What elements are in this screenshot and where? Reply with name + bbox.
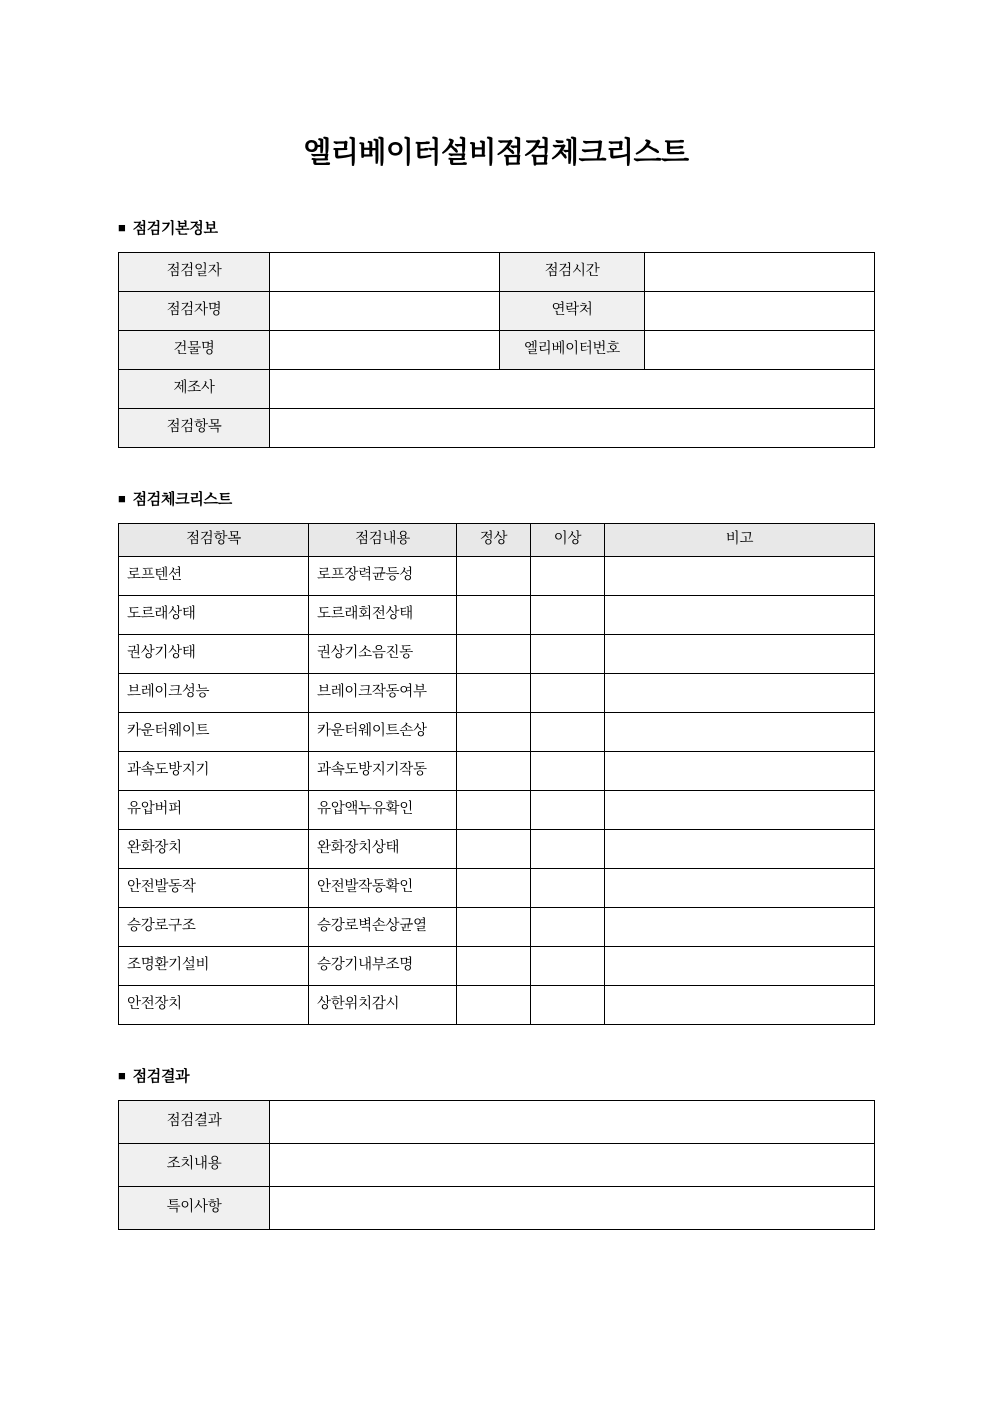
result-table [118,1100,875,1230]
checklist-item: 과속도방지기 [119,751,309,790]
section-heading-result-label: 점검결과 [132,1067,190,1085]
checklist-abnormal-checkbox[interactable] [531,634,605,673]
result-value-action-taken[interactable] [270,1143,875,1186]
table-row [119,370,875,409]
checklist-normal-checkbox[interactable] [457,673,531,712]
checklist-abnormal-checkbox[interactable] [531,907,605,946]
result-value-inspection-result[interactable] [270,1100,875,1143]
checklist-normal-checkbox[interactable] [457,868,531,907]
checklist-content: 상한위치감시 [309,985,457,1024]
basic-info-label-inspection-item: 점검항목 [119,409,270,448]
basic-info-value-inspector-name[interactable] [270,292,500,331]
table-row [119,829,875,868]
checklist-content: 로프장력균등성 [309,556,457,595]
basic-info-value-elevator-number[interactable] [645,331,875,370]
checklist-remark[interactable] [605,829,875,868]
checklist-column-remark: 비고 [605,524,875,557]
result-label-inspection-result: 점검결과 [119,1100,270,1143]
table-row [119,292,875,331]
basic-info-value-building-name[interactable] [270,331,500,370]
checklist-content: 카운터웨이트손상 [309,712,457,751]
spacer [0,1025,992,1065]
checklist-abnormal-checkbox[interactable] [531,712,605,751]
checklist-content: 유압액누유확인 [309,790,457,829]
table-row [119,409,875,448]
section-heading-basic-info-label: 점검기본정보 [132,220,218,237]
checklist-content: 권상기소음진동 [309,634,457,673]
checklist-column-abnormal: 이상 [531,524,605,557]
spacer [0,448,992,488]
basic-info-value-inspection-item[interactable] [270,409,875,448]
checklist-item: 조명환기설비 [119,946,309,985]
checklist-item: 완화장치 [119,829,309,868]
checklist-remark[interactable] [605,556,875,595]
checklist-abnormal-checkbox[interactable] [531,985,605,1024]
checklist-remark[interactable] [605,634,875,673]
table-row [119,790,875,829]
basic-info-label-contact: 연락처 [500,292,645,331]
checklist-normal-checkbox[interactable] [457,712,531,751]
table-row [119,907,875,946]
section-heading-checklist-label: 점검체크리스트 [132,491,232,508]
checklist-content: 승강로벽손상균열 [309,907,457,946]
basic-info-value-contact[interactable] [645,292,875,331]
checklist-item: 안전장치 [119,985,309,1024]
checklist-item: 승강로구조 [119,907,309,946]
checklist-abnormal-checkbox[interactable] [531,751,605,790]
table-row [119,634,875,673]
checklist-item: 로프텐션 [119,556,309,595]
checklist-column-content: 점검내용 [309,524,457,557]
basic-info-value-inspection-date[interactable] [270,253,500,292]
table-row [119,946,875,985]
checklist-content: 과속도방지기작동 [309,751,457,790]
checklist-remark[interactable] [605,868,875,907]
basic-info-label-elevator-number: 엘리베이터번호 [500,331,645,370]
checklist-remark[interactable] [605,751,875,790]
basic-info-label-inspection-time: 점검시간 [500,253,645,292]
table-row [119,868,875,907]
checklist-item: 카운터웨이트 [119,712,309,751]
checklist-remark[interactable] [605,946,875,985]
checklist-item: 권상기상태 [119,634,309,673]
basic-info-value-manufacturer[interactable] [270,370,875,409]
checklist-abnormal-checkbox[interactable] [531,673,605,712]
checklist-remark[interactable] [605,985,875,1024]
table-row [119,985,875,1024]
table-row [119,331,875,370]
table-row [119,595,875,634]
checklist-abnormal-checkbox[interactable] [531,946,605,985]
table-row [119,253,875,292]
checklist-table [118,523,875,1025]
spacer [0,1086,992,1100]
basic-info-label-inspection-date: 점검일자 [119,253,270,292]
checklist-item: 브레이크성능 [119,673,309,712]
result-label-action-taken: 조치내용 [119,1143,270,1186]
checklist-normal-checkbox[interactable] [457,829,531,868]
checklist-abnormal-checkbox[interactable] [531,595,605,634]
section-heading-basic-info [0,217,992,238]
checklist-remark[interactable] [605,712,875,751]
checklist-normal-checkbox[interactable] [457,556,531,595]
basic-info-table [118,252,875,448]
basic-info-value-inspection-time[interactable] [645,253,875,292]
basic-info-label-building-name: 건물명 [119,331,270,370]
page-title: 엘리베이터설비점검체크리스트 [303,137,689,169]
checklist-content: 도르래회전상태 [309,595,457,634]
checklist-normal-checkbox[interactable] [457,595,531,634]
table-header-row [119,524,875,557]
checklist-remark[interactable] [605,673,875,712]
checklist-remark[interactable] [605,907,875,946]
checklist-item: 안전발동작 [119,868,309,907]
section-heading-checklist [0,488,992,509]
checklist-content: 승강기내부조명 [309,946,457,985]
checklist-normal-checkbox[interactable] [457,985,531,1024]
checklist-abnormal-checkbox[interactable] [531,829,605,868]
checklist-normal-checkbox[interactable] [457,790,531,829]
spacer [0,171,992,217]
section-heading-result [0,1065,992,1086]
table-row [119,556,875,595]
checklist-column-normal: 정상 [457,524,531,557]
bullet-icon: ■ [118,491,126,506]
checklist-content: 브레이크작동여부 [309,673,457,712]
table-row [119,1186,875,1229]
table-row [119,751,875,790]
checklist-content: 안전발작동확인 [309,868,457,907]
bullet-icon: ■ [118,220,126,235]
result-value-special-notes[interactable] [270,1186,875,1229]
checklist-content: 완화장치상태 [309,829,457,868]
checklist-abnormal-checkbox[interactable] [531,790,605,829]
checklist-normal-checkbox[interactable] [457,946,531,985]
table-row [119,1100,875,1143]
checklist-abnormal-checkbox[interactable] [531,556,605,595]
checklist-normal-checkbox[interactable] [457,751,531,790]
checklist-item: 도르래상태 [119,595,309,634]
spacer [0,509,992,523]
checklist-abnormal-checkbox[interactable] [531,868,605,907]
table-row [119,712,875,751]
table-row [119,673,875,712]
checklist-remark[interactable] [605,790,875,829]
checklist-remark[interactable] [605,595,875,634]
checklist-normal-checkbox[interactable] [457,907,531,946]
table-row [119,1143,875,1186]
spacer [0,238,992,252]
checklist-column-item: 점검항목 [119,524,309,557]
basic-info-label-inspector-name: 점검자명 [119,292,270,331]
checklist-normal-checkbox[interactable] [457,634,531,673]
result-label-special-notes: 특이사항 [119,1186,270,1229]
basic-info-label-manufacturer: 제조사 [119,370,270,409]
bullet-icon: ■ [118,1067,126,1083]
checklist-item: 유압버퍼 [119,790,309,829]
